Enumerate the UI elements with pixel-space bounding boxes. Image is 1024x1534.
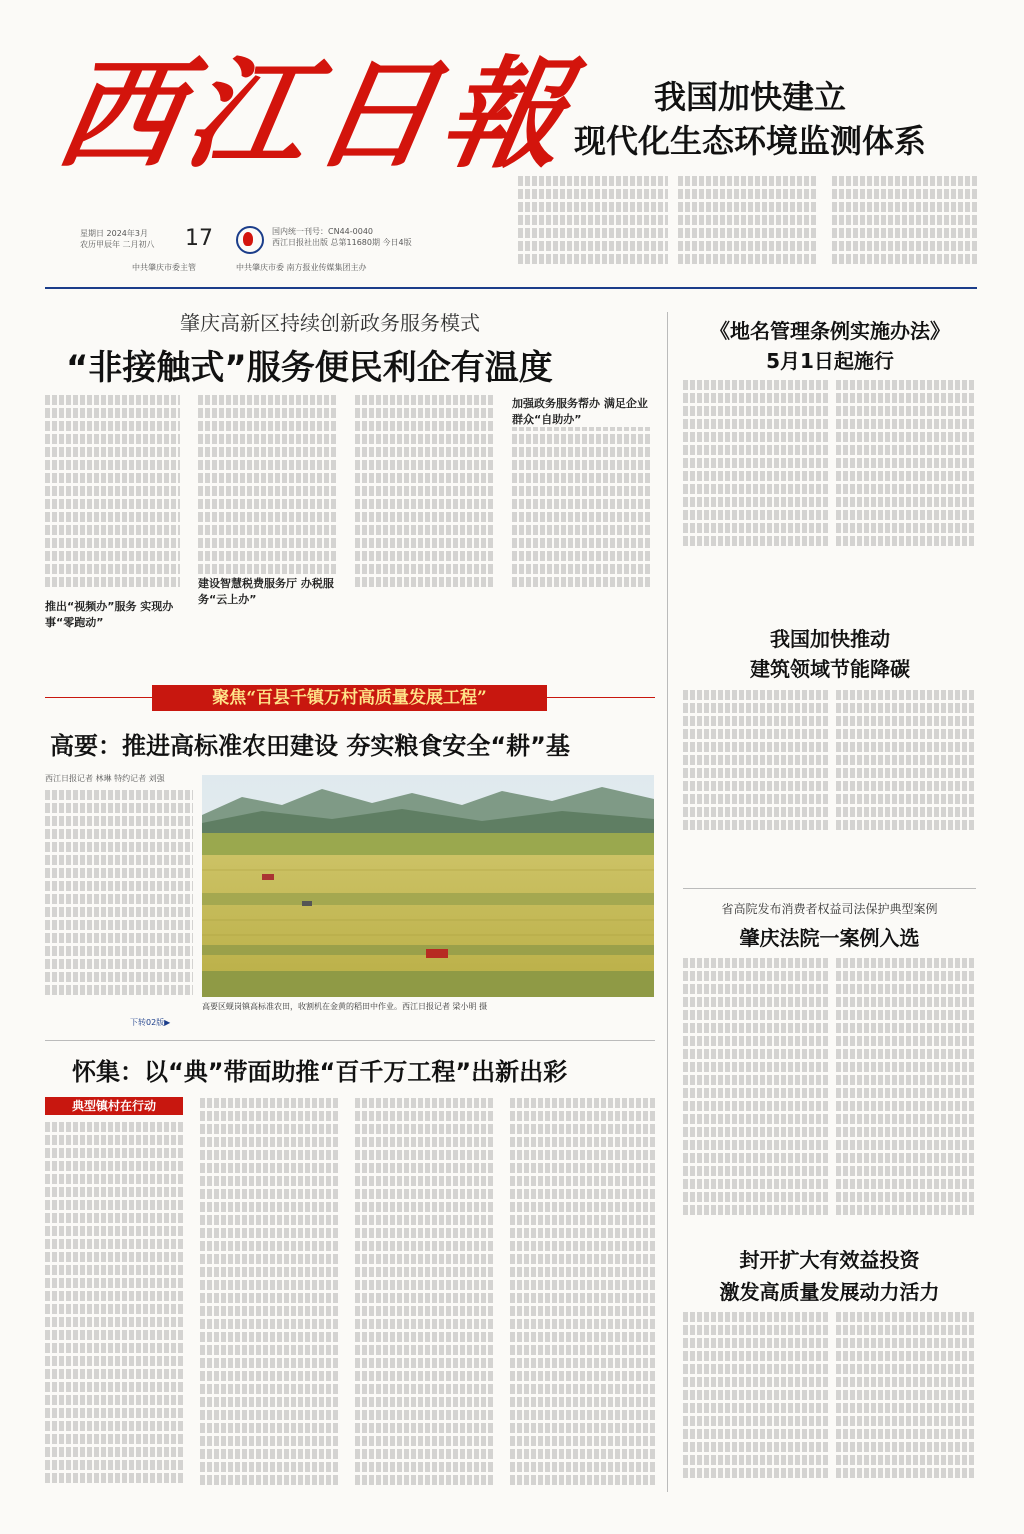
right-story-1-title-2[interactable]: 5月1日起施行 xyxy=(766,349,894,373)
newspaper-emblem-icon xyxy=(236,226,264,254)
lead-subhead-1: 推出“视频办”服务 实现办事“零跑动” xyxy=(45,598,180,630)
date-line: 星期日 2024年3月 xyxy=(80,229,148,238)
bottom-story-title[interactable]: 怀集：以“典”带面助推“百千万工程”出新出彩 xyxy=(72,1058,568,1086)
issn-block xyxy=(272,226,492,248)
bottom-col-4 xyxy=(510,1098,655,1494)
issn-line: 国内统一刊号：CN44-0040 xyxy=(272,227,373,236)
right-story-4-title-1[interactable]: 封开扩大有效益投资 xyxy=(739,1248,920,1272)
top-story-title-1[interactable]: 我国加快建立 xyxy=(653,78,846,116)
publisher-info-line: 西江日报社出版 总第11680期 今日4版 xyxy=(272,238,412,247)
supervisor-line: 中共肇庆市委主管 xyxy=(132,263,196,272)
right-story-4-col-1 xyxy=(683,1312,828,1492)
lead-col-4 xyxy=(512,395,652,660)
photo-caption: 高要区蚬岗镇高标准农田，收割机在金黄的稻田中作业。西江日报记者 梁小明 摄 xyxy=(202,1002,488,1011)
lunar-date-line: 农历甲辰年 二月初八 xyxy=(80,240,155,249)
column-divider xyxy=(667,312,668,1492)
top-story-col-1 xyxy=(518,176,668,264)
host-line: 中共肇庆市委 南方报业传媒集团主办 xyxy=(236,263,367,272)
feature-title[interactable]: 高要：推进高标准农田建设 夯实粮食安全“耕”基 xyxy=(50,732,570,760)
continued-link[interactable]: 下转02版▶ xyxy=(130,1018,171,1027)
lead-subhead-2: 建设智慧税费服务厅 办税服务“云上办” xyxy=(198,575,338,607)
right-story-2-title-1[interactable]: 我国加快推动 xyxy=(770,627,890,651)
masthead-logo: 西江日報 xyxy=(47,44,585,185)
right-story-4-col-2 xyxy=(836,1312,976,1492)
right-story-3-col-2 xyxy=(836,958,976,1220)
right-story-1-col-2 xyxy=(836,380,976,605)
top-story-col-3 xyxy=(832,176,977,264)
bottom-col-2 xyxy=(200,1098,340,1494)
right-story-2-col-1 xyxy=(683,690,828,875)
lead-subhead-3: 加强政务服务帮办 满足企业群众“自助办” xyxy=(512,395,652,427)
right-story-3-kicker: 省高院发布消费者权益司法保护典型案例 xyxy=(721,902,938,916)
right-story-3-title[interactable]: 肇庆法院一案例入选 xyxy=(739,926,920,950)
bottom-col-3 xyxy=(355,1098,495,1494)
right-story-2-title-2[interactable]: 建筑领域节能降碳 xyxy=(750,657,910,681)
lead-col-3 xyxy=(355,395,495,660)
top-story-title-2[interactable]: 现代化生态环境监测体系 xyxy=(573,122,926,160)
lead-title[interactable]: “非接触式”服务便民利企有温度 xyxy=(66,348,553,388)
lead-kicker: 肇庆高新区持续创新政务服务模式 xyxy=(180,311,480,335)
day-number: 17 xyxy=(185,226,213,251)
right-divider xyxy=(683,888,976,889)
feature-band: 聚焦“百县千镇万村高质量发展工程” xyxy=(152,685,547,711)
right-story-1-title-1[interactable]: 《地名管理条例实施办法》 xyxy=(710,319,950,343)
right-story-1-col-1 xyxy=(683,380,828,605)
feature-divider xyxy=(45,1040,655,1041)
farmland-photo xyxy=(202,775,654,997)
right-story-3-col-1 xyxy=(683,958,828,1220)
bottom-col-1 xyxy=(45,1122,185,1494)
feature-col-1 xyxy=(45,790,193,1000)
right-story-2-col-2 xyxy=(836,690,976,875)
top-story-col-2 xyxy=(678,176,818,264)
right-story-4-title-2[interactable]: 激发高质量发展动力活力 xyxy=(719,1280,940,1304)
masthead-rule xyxy=(45,287,977,289)
lead-col-2 xyxy=(198,395,338,660)
feature-byline: 西江日报记者 林琳 特约记者 刘强 xyxy=(45,774,165,783)
bottom-story-tag: 典型镇村在行动 xyxy=(45,1097,183,1115)
